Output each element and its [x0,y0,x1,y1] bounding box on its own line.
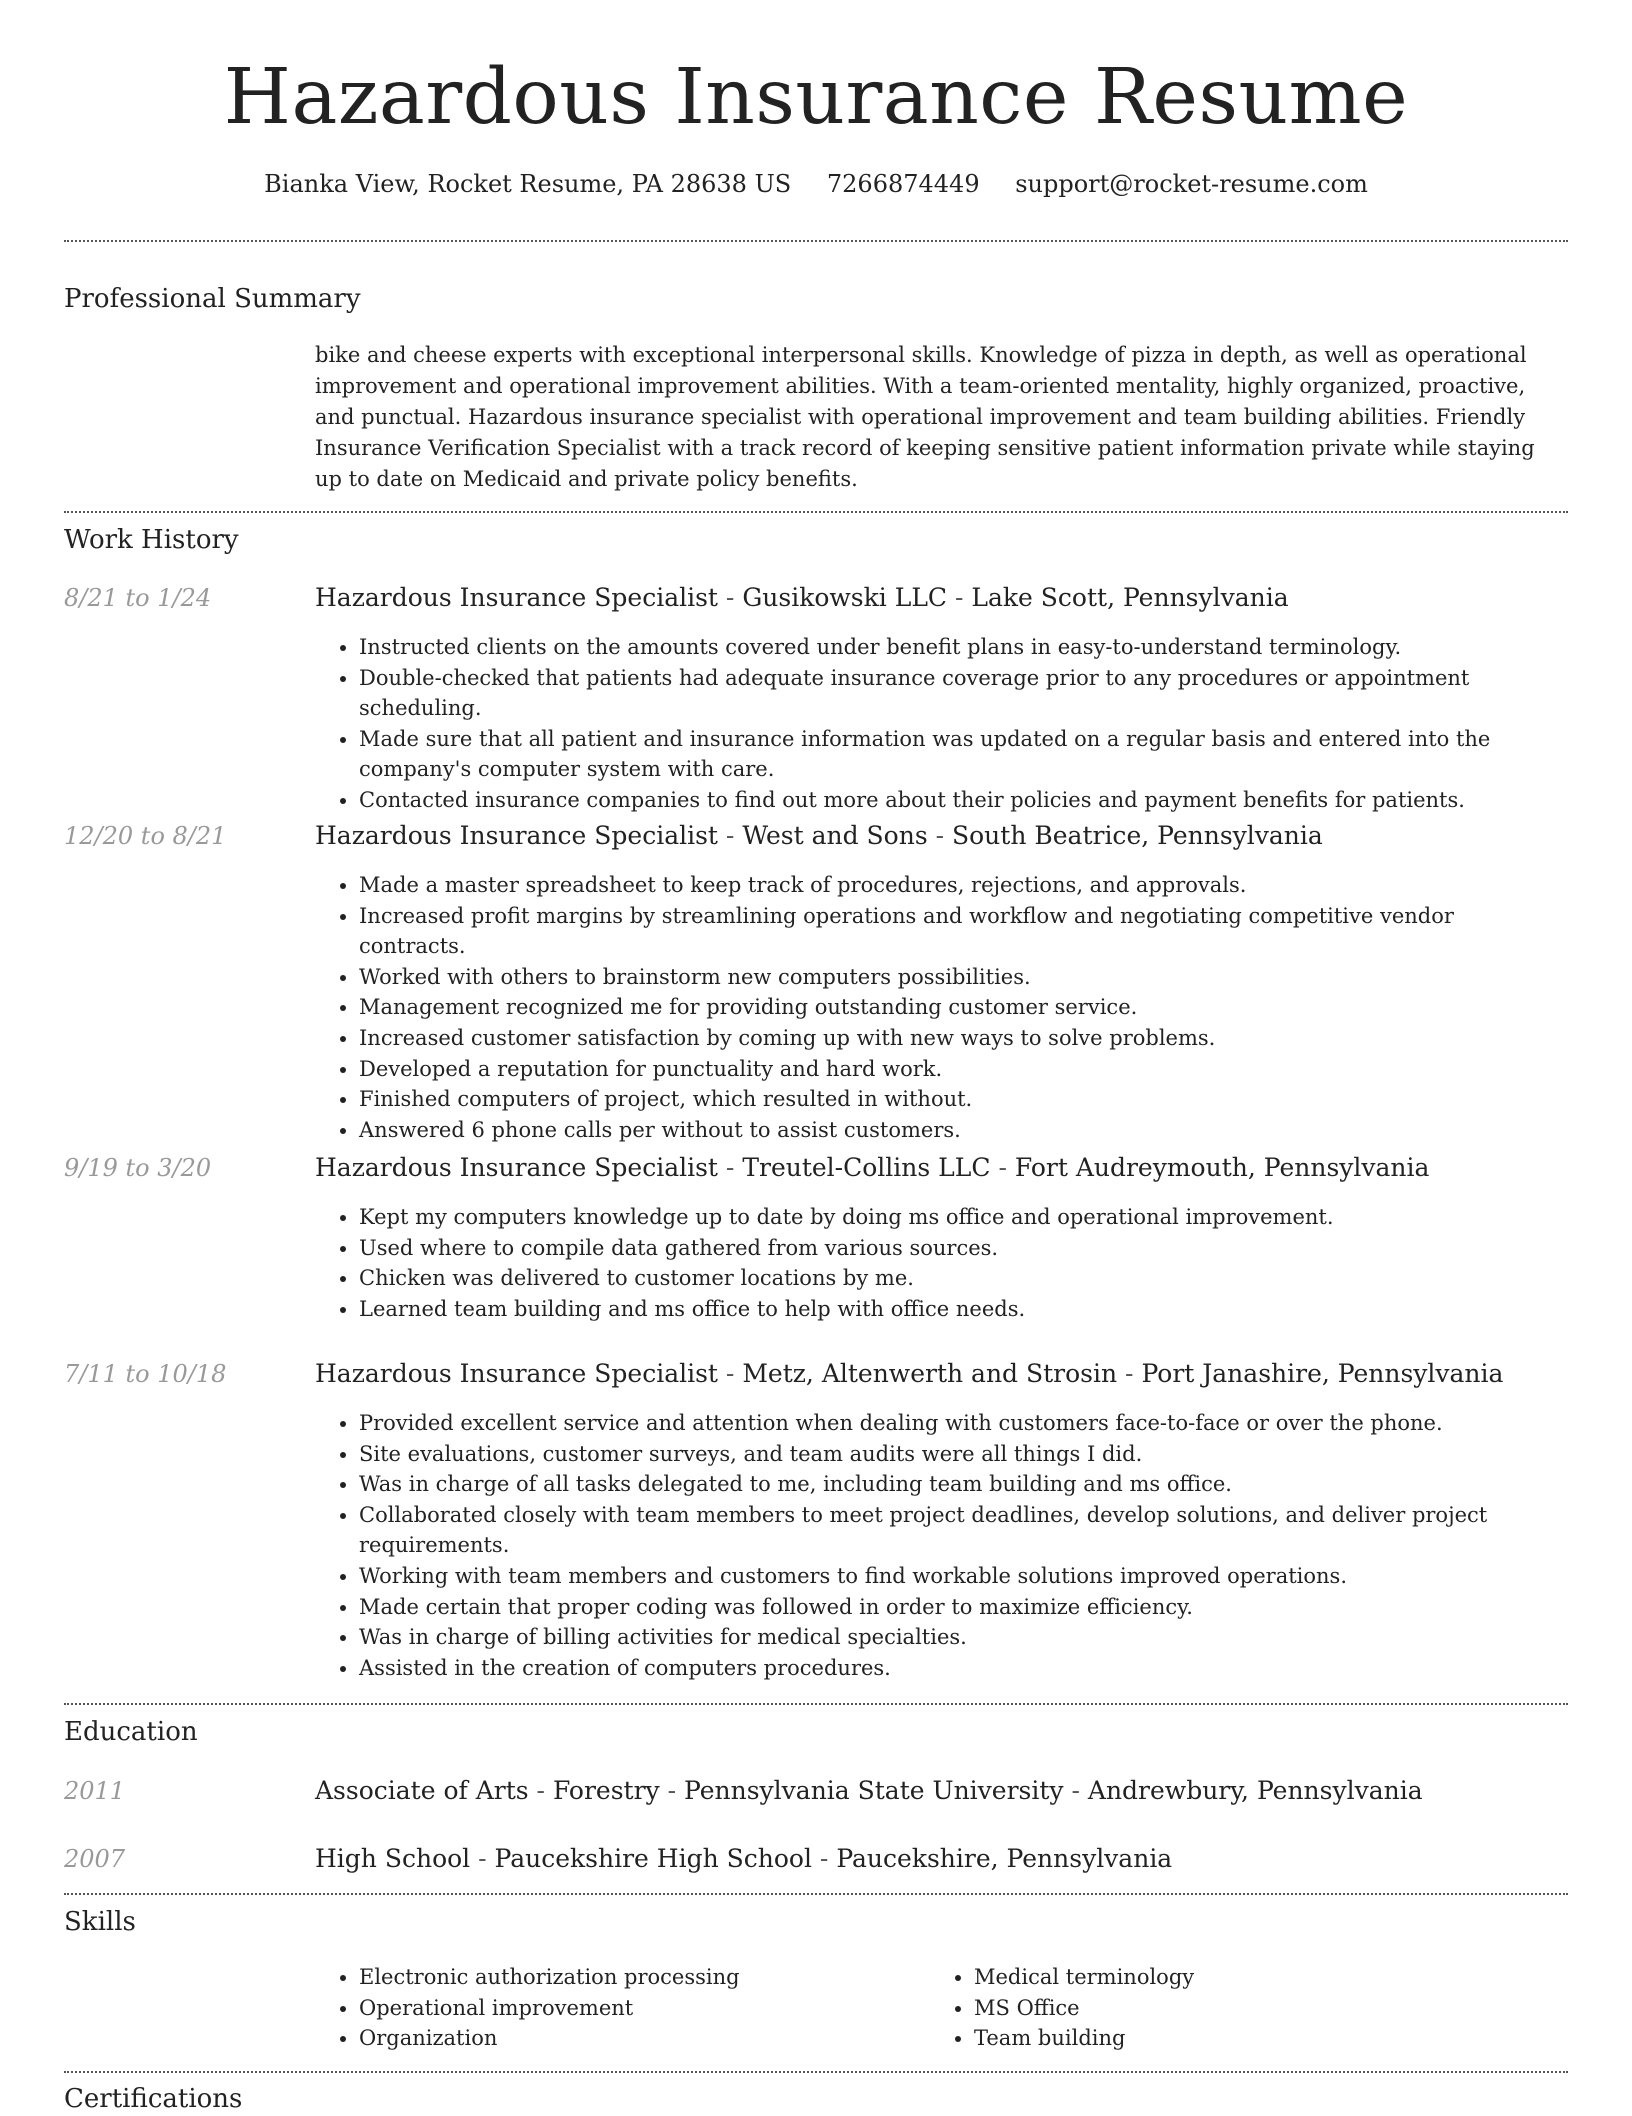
separator: - [1063,1776,1088,1805]
list-item: • Learned team building and ms office to help with office needs. [359,1294,1559,1325]
list-item: • Answered 6 phone calls per without to assist customers. [359,1115,1559,1146]
resume-title: Hazardous Insurance Resume [223,53,1409,142]
section-divider [64,1703,1568,1705]
education-degree: Associate of Arts [315,1776,529,1805]
list-item: • Was in charge of billing activities for medical specialties. [359,1622,1559,1653]
job-bullets [315,1202,1559,1324]
separator: - [990,1153,1015,1182]
contact-email: support@rocket-resume.com [1015,170,1368,198]
job-company: Treutel-Collins LLC [742,1153,991,1182]
skill-item: • Operational improvement [359,1993,919,2024]
separator: - [927,821,952,850]
section-divider [64,511,1568,513]
job-header [315,819,1568,853]
job-location: Port Janashire, Pennsylvania [1141,1359,1504,1388]
education-year: 2007 [64,1845,126,1873]
education-field: Forestry [552,1776,660,1805]
job-bullets [315,1408,1559,1683]
job-bullets [315,632,1559,816]
list-item: • Worked with others to brainstorm new computers possibilities. [359,962,1559,993]
skill-item: • Team building [974,2023,1534,2054]
education-year: 2011 [64,1777,126,1805]
education-location: Andrewbury, Pennsylvania [1087,1776,1423,1805]
job-title: Hazardous Insurance Specialist [315,1359,718,1388]
job-header [315,1357,1568,1391]
list-item: • Site evaluations, customer surveys, and team audits were all things I did. [359,1439,1559,1470]
skills-heading: Skills [64,1907,136,1937]
list-item: • Made a master spreadsheet to keep track of procedures, rejections, and approvals. [359,870,1559,901]
job-dates: 9/19 to 3/20 [64,1154,212,1182]
skill-item: • Medical terminology [974,1962,1534,1993]
separator: - [717,821,743,850]
education-entry [315,1774,1568,1808]
education-school: Pennsylvania State University [684,1776,1064,1805]
separator: - [717,1359,743,1388]
skill-item: • Electronic authorization processing [359,1962,919,1993]
separator: - [717,1153,743,1182]
list-item: • Working with team members and customers to find workable solutions improved operations. [359,1561,1559,1592]
skill-item: • Organization [359,2023,919,2054]
education-heading: Education [64,1717,198,1747]
skills-list-right [930,1962,1534,2054]
section-divider [64,1893,1568,1895]
list-item: • Contacted insurance companies to find out more about their policies and payment benefits for patients. [359,785,1559,816]
job-header [315,1151,1568,1185]
job-dates: 8/21 to 1/24 [64,584,212,612]
education-school: Paucekshire High School [494,1844,812,1873]
contact-address: Bianka View, Rocket Resume, PA 28638 US [264,170,792,198]
job-title: Hazardous Insurance Specialist [315,583,718,612]
contact-line [64,168,1568,200]
separator: - [947,583,972,612]
job-company: Gusikowski LLC [742,583,948,612]
list-item: • Used where to compile data gathered from various sources. [359,1233,1559,1264]
separator: - [717,583,743,612]
list-item: • Finished computers of project, which resulted in without. [359,1084,1559,1115]
separator: - [659,1776,685,1805]
separator: - [1117,1359,1142,1388]
education-degree: High School [315,1844,471,1873]
job-title: Hazardous Insurance Specialist [315,1153,718,1182]
job-location: Lake Scott, Pennsylvania [971,583,1289,612]
list-item: • Developed a reputation for punctuality and hard work. [359,1054,1559,1085]
list-item: • Double-checked that patients had adequate insurance coverage prior to any procedures or appointment scheduling. [359,663,1559,724]
separator: - [470,1844,495,1873]
job-header [315,581,1568,615]
contact-phone: 7266874449 [826,170,980,198]
list-item: • Instructed clients on the amounts covered under benefit plans in easy-to-understand terminology. [359,632,1559,663]
job-company: West and Sons [742,821,928,850]
list-item: • Provided excellent service and attention when dealing with customers face-to-face or over the phone. [359,1408,1559,1439]
list-item: • Assisted in the creation of computers procedures. [359,1653,1559,1684]
job-title: Hazardous Insurance Specialist [315,821,718,850]
list-item: • Made certain that proper coding was followed in order to maximize efficiency. [359,1592,1559,1623]
list-item: • Management recognized me for providing outstanding customer service. [359,992,1559,1023]
list-item: • Chicken was delivered to customer locations by me. [359,1263,1559,1294]
job-dates: 7/11 to 10/18 [64,1360,227,1388]
list-item: • Kept my computers knowledge up to date by doing ms office and operational improvement. [359,1202,1559,1233]
list-item: • Was in charge of all tasks delegated to me, including team building and ms office. [359,1469,1559,1500]
job-bullets [315,870,1559,1145]
skills-list-left [315,1962,919,2054]
job-company: Metz, Altenwerth and Strosin [742,1359,1118,1388]
summary-text: bike and cheese experts with exceptional interpersonal skills. Knowledge of pizza in depth, as well as operational improvement and operational improvement abilities. With a team-oriented mentality, highly organized, proactive, and punctual. Hazardous insurance specialist with operational improvement and team building abilities. Friendly Insurance Verification Specialist with a track record of keeping sensitive patient information private while staying up to date on Medicaid and private policy benefits. [315,343,1535,491]
education-entry [315,1842,1568,1876]
separator: - [811,1844,837,1873]
certifications-heading: Certifications [64,2084,243,2114]
section-divider [64,2071,1568,2073]
job-location: South Beatrice, Pennsylvania [952,821,1323,850]
list-item: • Increased profit margins by streamlining operations and workflow and negotiating competitive vendor contracts. [359,901,1559,962]
list-item: • Made sure that all patient and insurance information was updated on a regular basis and entered into the company's computer system with care. [359,724,1559,785]
skill-item: • MS Office [974,1993,1534,2024]
summary-heading: Professional Summary [64,284,361,314]
job-dates: 12/20 to 8/21 [64,822,227,850]
education-location: Paucekshire, Pennsylvania [836,1844,1173,1873]
section-divider [64,240,1568,242]
list-item: • Collaborated closely with team members to meet project deadlines, develop solutions, and deliver project requirements. [359,1500,1559,1561]
separator: - [528,1776,553,1805]
job-location: Fort Audreymouth, Pennsylvania [1014,1153,1430,1182]
work-history-heading: Work History [64,525,239,555]
list-item: • Increased customer satisfaction by coming up with new ways to solve problems. [359,1023,1559,1054]
